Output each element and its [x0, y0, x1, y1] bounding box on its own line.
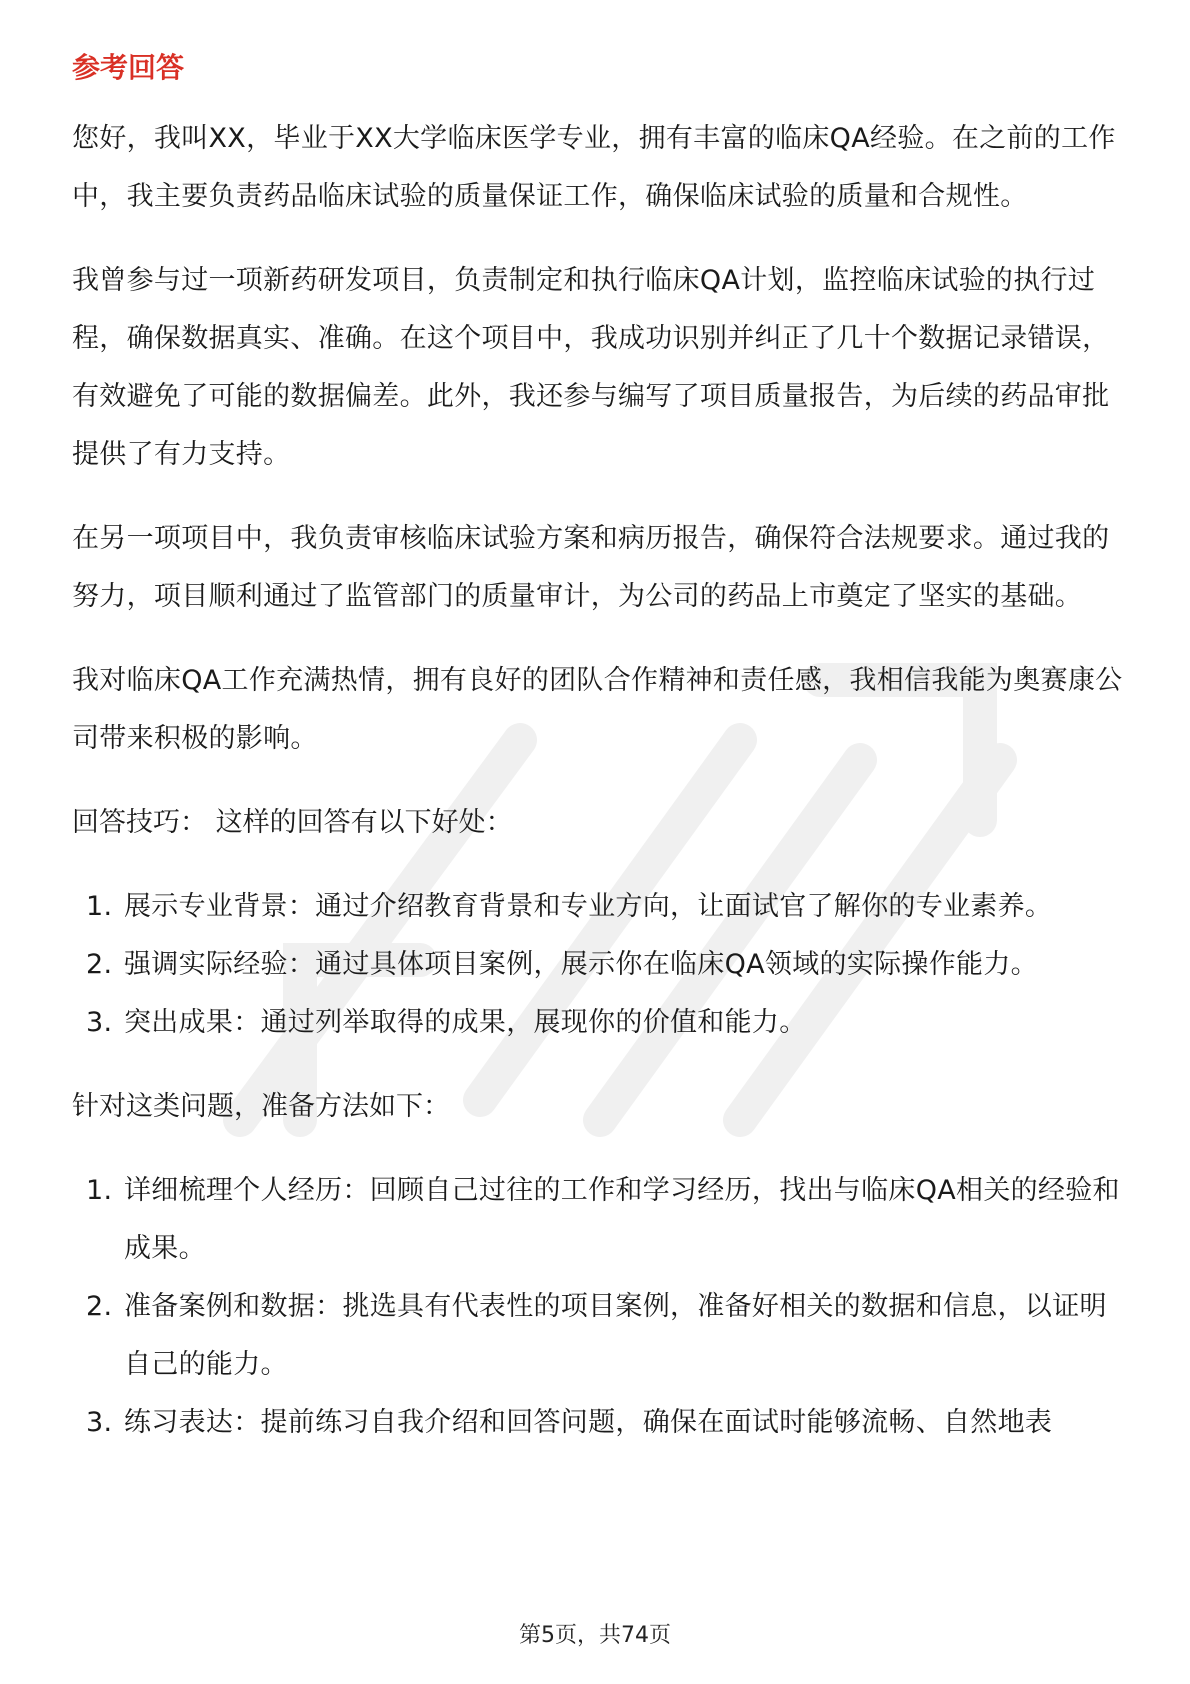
list-number: 1.: [86, 1175, 113, 1206]
list-text: 展示专业背景：通过介绍教育背景和专业方向，让面试官了解你的专业素养。: [124, 891, 1053, 922]
list-text: 练习表达：提前练习自我介绍和回答问题，确保在面试时能够流畅、自然地表: [124, 1407, 1053, 1438]
list-text: 详细梳理个人经历：回顾自己过往的工作和学习经历，找出与临床QA相关的经验和成果。: [124, 1175, 1120, 1264]
tips-intro: 回答技巧： 这样的回答有以下好处：: [72, 807, 513, 838]
answer-paragraph-1: 您好，我叫XX，毕业于XX大学临床医学专业，拥有丰富的临床QA经验。在之前的工作中，我主要负责药品临床试验的质量保证工作，确保临床试验的质量和合规性。: [72, 123, 1116, 212]
prep-intro: 针对这类问题，准备方法如下：: [72, 1091, 450, 1122]
tips-list: [72, 878, 1132, 1052]
list-item: [72, 994, 1132, 1052]
page-footer: 第5页，共74页: [519, 1623, 671, 1648]
list-text: 准备案例和数据：挑选具有代表性的项目案例，准备好相关的数据和信息，以证明自己的能力。: [124, 1291, 1107, 1380]
answer-paragraph-2: 我曾参与过一项新药研发项目，负责制定和执行临床QA计划，监控临床试验的执行过程，确保数据真实、准确。在这个项目中，我成功识别并纠正了几十个数据记录错误，有效避免了可能的数据偏差。此外，我还参与编写了项目质量报告，为后续的药品审批提供了有力支持。: [72, 265, 1110, 470]
list-text: 突出成果：通过列举取得的成果，展现你的价值和能力。: [124, 1007, 807, 1038]
list-number: 2.: [86, 1291, 113, 1322]
list-item: [72, 1162, 1132, 1278]
list-item: [72, 1394, 1132, 1452]
list-item: [72, 936, 1132, 994]
list-number: 3.: [86, 1407, 113, 1438]
prep-list: [72, 1162, 1132, 1452]
list-item: [72, 878, 1132, 936]
list-number: 1.: [86, 891, 113, 922]
answer-paragraph-3: 在另一项项目中，我负责审核临床试验方案和病历报告，确保符合法规要求。通过我的努力，项目顺利通过了监管部门的质量审计，为公司的药品上市奠定了坚实的基础。: [72, 523, 1110, 612]
list-item: [72, 1278, 1132, 1394]
document-page: [72, 48, 1132, 1478]
list-text: 强调实际经验：通过具体项目案例，展示你在临床QA领域的实际操作能力。: [124, 949, 1038, 980]
list-number: 2.: [86, 949, 113, 980]
section-title: 参考回答: [72, 51, 185, 84]
list-number: 3.: [86, 1007, 113, 1038]
answer-paragraph-4: 我对临床QA工作充满热情，拥有良好的团队合作精神和责任感，我相信我能为奥赛康公司带来积极的影响。: [72, 665, 1123, 754]
